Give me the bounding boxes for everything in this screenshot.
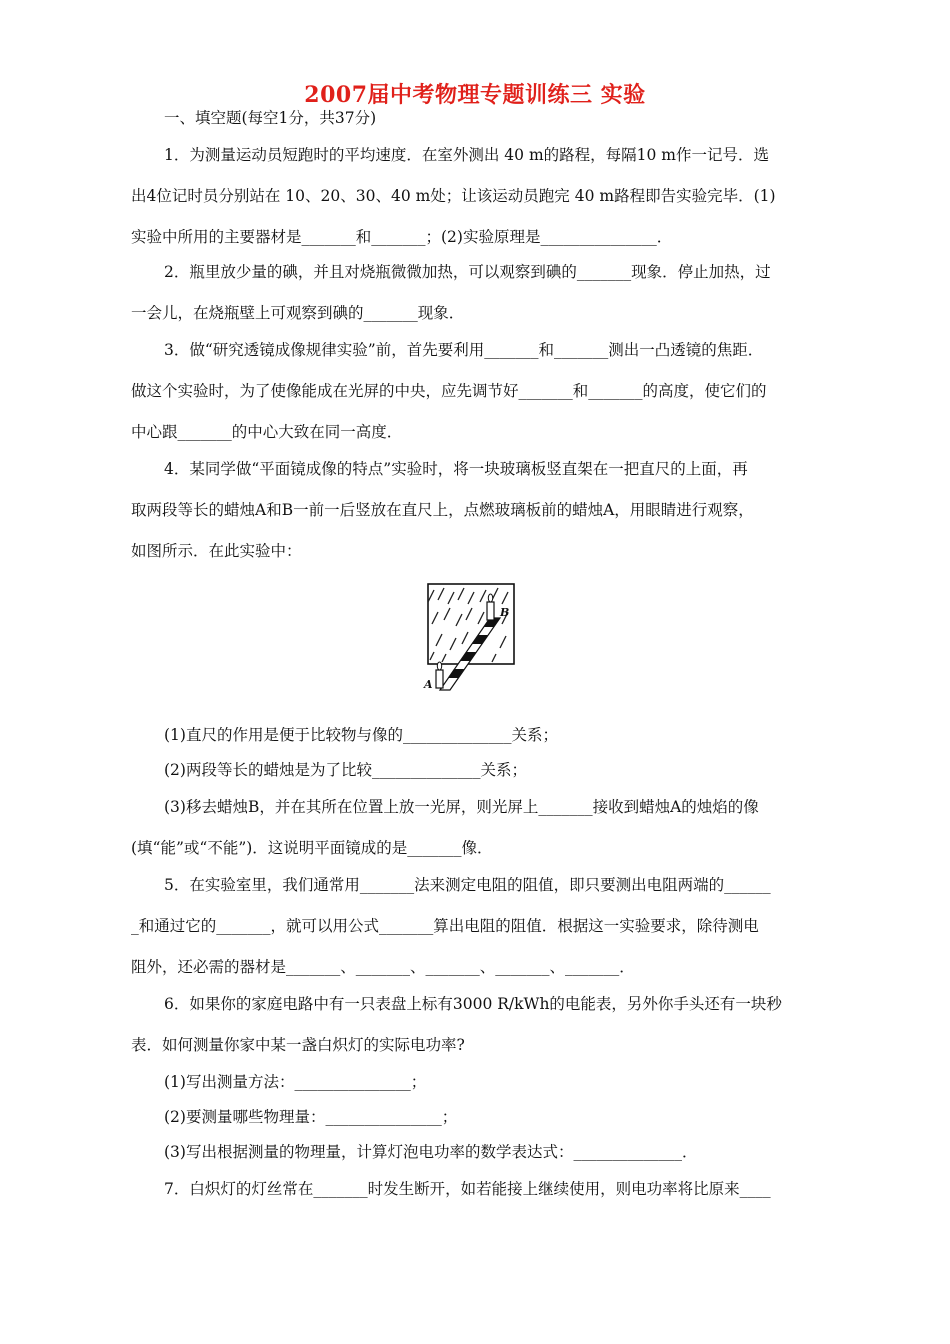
label-a: A bbox=[424, 678, 433, 691]
q6-sub-3: (3)写出根据测量的物理量，计算灯泡电功率的数学表达式：______________． bbox=[164, 1143, 698, 1161]
q6-line-1: 6．如果你的家庭电路中有一只表盘上标有3000 R/kWh的电能表，另外你手头还有一块秒 bbox=[164, 995, 782, 1013]
q2-line-1: 2．瓶里放少量的碘，并且对烧瓶微微加热，可以观察到碘的_______现象．停止加热，过 bbox=[164, 263, 771, 281]
label-b: B bbox=[500, 606, 510, 619]
candle-b bbox=[487, 594, 494, 620]
q3-line-2: 做这个实验时，为了使像能成在光屏的中央，应先调节好_______和_______的高度，使它们的 bbox=[131, 382, 767, 400]
section-heading: 一、填空题(每空1分，共37分) bbox=[164, 109, 377, 127]
q3-line-1: 3．做“研究透镜成像规律实验”前，首先要利用_______和_______测出一凸透镜的焦距． bbox=[164, 341, 764, 359]
q1-line-2: 出4位记时员分别站在 10、20、30、40 m处；让该运动员跑完 40 m路程即告实验完毕．(1) bbox=[131, 187, 776, 205]
q1-line-1: 1．为测量运动员短跑时的平均速度．在室外测出 40 m的路程，每隔10 m作一记号．选 bbox=[164, 146, 769, 164]
q1-line-3: 实验中所用的主要器材是_______和_______；(2)实验原理是_______________． bbox=[131, 228, 673, 246]
q4-sub-4: (填“能”或“不能”)．这说明平面镜成的是_______像． bbox=[131, 839, 493, 857]
q6-sub-1: (1)写出测量方法：_______________； bbox=[164, 1073, 427, 1091]
q3-line-3: 中心跟_______的中心大致在同一高度． bbox=[131, 423, 403, 441]
q6-line-2: 表．如何测量你家中某一盏白炽灯的实际电功率? bbox=[131, 1036, 465, 1054]
q4-line-3: 如图所示．在此实验中： bbox=[131, 542, 302, 560]
mirror-candle-figure bbox=[420, 578, 520, 698]
page-title: 2007届中考物理专题训练三 实验 bbox=[304, 82, 646, 108]
q4-line-1: 4．某同学做“平面镜成像的特点”实验时，将一块玻璃板竖直架在一把直尺的上面，再 bbox=[164, 460, 748, 478]
candle-a bbox=[436, 662, 443, 688]
q4-line-2: 取两段等长的蜡烛A和B一前一后竖放在直尺上，点燃玻璃板前的蜡烛A，用眼睛进行观察， bbox=[131, 501, 754, 519]
q4-sub-2: (2)两段等长的蜡烛是为了比较______________关系； bbox=[164, 761, 527, 779]
q4-sub-3: (3)移去蜡烛B，并在其所在位置上放一光屏，则光屏上_______接收到蜡烛A的烛焰的像 bbox=[164, 798, 759, 816]
q6-sub-2: (2)要测量哪些物理量：_______________； bbox=[164, 1108, 458, 1126]
q7-line-1: 7．白炽灯的灯丝常在_______时发生断开，如若能接上继续使用，则电功率将比原来____ bbox=[164, 1180, 771, 1198]
q2-line-2: 一会儿，在烧瓶壁上可观察到碘的_______现象． bbox=[131, 304, 465, 322]
q4-sub-1: (1)直尺的作用是便于比较物与像的______________关系； bbox=[164, 726, 558, 744]
q5-line-2: _和通过它的_______，就可以用公式_______算出电阻的阻值．根据这一实验要求，除待测电 bbox=[131, 917, 759, 935]
q5-line-3: 阻外，还必需的器材是_______、_______、_______、_______、_______． bbox=[131, 958, 635, 976]
q5-line-1: 5．在实验室里，我们通常用_______法来测定电阻的阻值，即只要测出电阻两端的______ bbox=[164, 876, 771, 894]
